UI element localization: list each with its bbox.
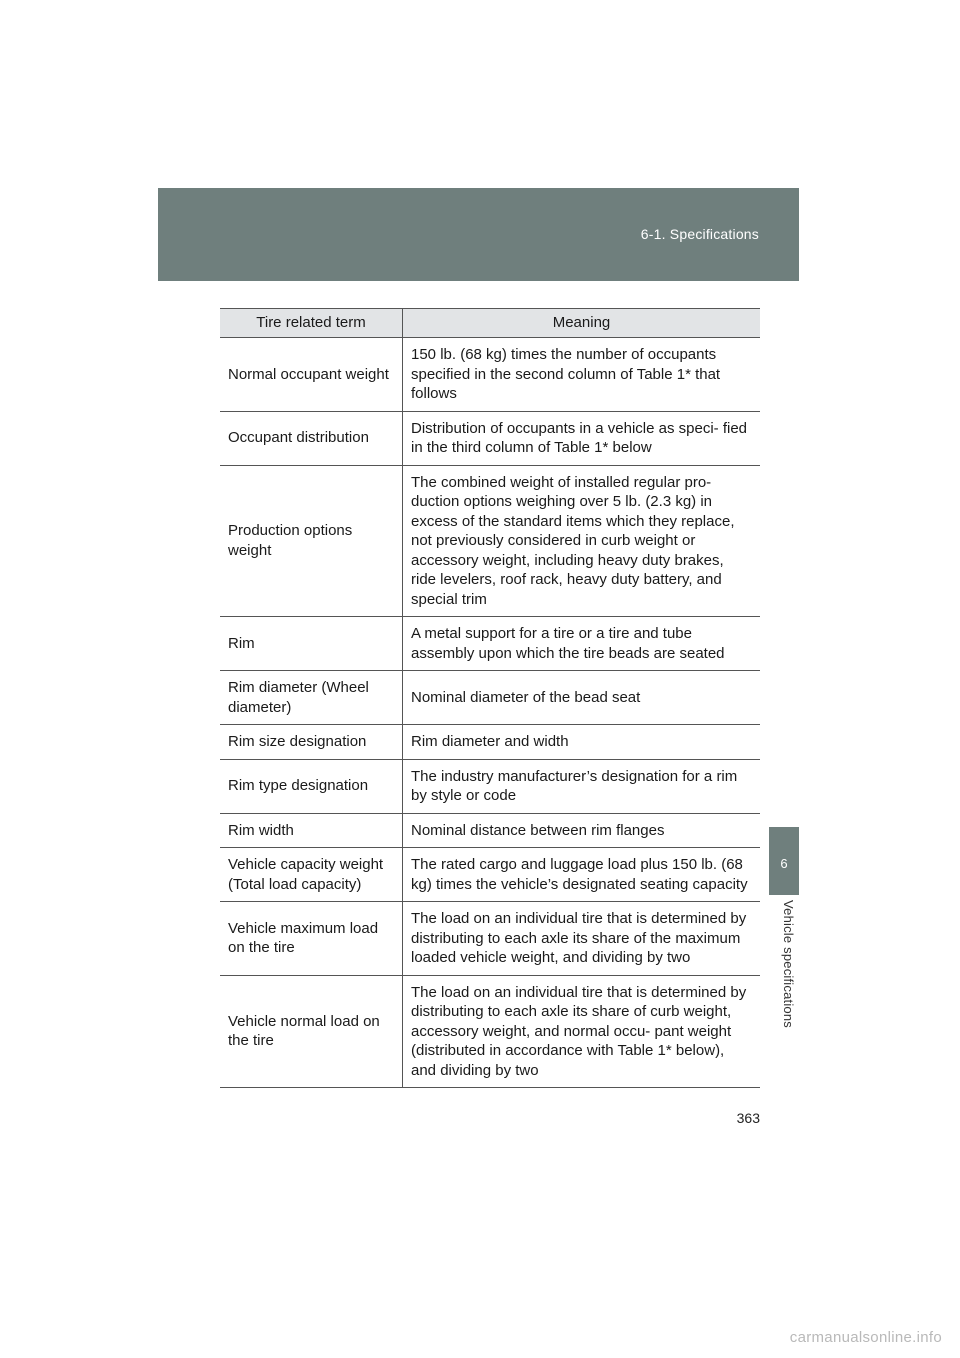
table-header-row [220,309,760,338]
term-cell: Vehicle maximum load on the tire [220,902,403,976]
table-row [220,617,760,671]
meaning-cell: Nominal distance between rim flanges [403,813,761,848]
term-cell: Normal occupant weight [220,338,403,412]
meaning-cell: 150 lb. (68 kg) times the number of occupants specified in the second column of Table 1* that follows [403,338,761,412]
table-row [220,759,760,813]
table-row [220,848,760,902]
meaning-cell: Distribution of occupants in a vehicle as speci- fied in the third column of Table 1* below [403,411,761,465]
table-row [220,338,760,412]
section-title: 6-1. Specifications [640,226,759,242]
meaning-cell: The load on an individual tire that is determined by distributing to each axle its share of curb weight, accessory weight, and normal occu- pant weight (distributed in accordance with Table 1* below), and dividing by two [403,975,761,1088]
term-cell: Vehicle capacity weight (Total load capacity) [220,848,403,902]
table-row [220,975,760,1088]
meaning-cell: Nominal diameter of the bead seat [403,671,761,725]
chapter-label: Vehicle specifications [781,900,796,1028]
chapter-number: 6 [780,856,788,871]
chapter-tab[interactable] [769,827,799,895]
page-number: 363 [736,1110,760,1126]
table-row [220,671,760,725]
table-row [220,902,760,976]
column-header-term: Tire related term [220,309,403,338]
column-header-meaning: Meaning [403,309,761,338]
term-cell: Occupant distribution [220,411,403,465]
term-cell: Rim size designation [220,725,403,760]
meaning-cell: Rim diameter and width [403,725,761,760]
watermark-text: carmanualsonline.info [789,1329,942,1346]
section-header-band [158,188,799,281]
term-cell: Rim [220,617,403,671]
meaning-cell: The rated cargo and luggage load plus 150 lb. (68 kg) times the vehicle’s designated seating capacity [403,848,761,902]
table-row [220,465,760,617]
meaning-cell: The load on an individual tire that is determined by distributing to each axle its share of the maximum loaded vehicle weight, and dividing by two [403,902,761,976]
meaning-cell: The combined weight of installed regular pro- duction options weighing over 5 lb. (2.3 kg) in excess of the standard items which they replace, not previously considered in curb weight or accessory weight, including heavy duty brakes, ride levelers, roof rack, heavy duty battery, and special trim [403,465,761,617]
tire-terms-table [220,308,760,1088]
meaning-cell: The industry manufacturer’s designation for a rim by style or code [403,759,761,813]
term-cell: Production options weight [220,465,403,617]
term-cell: Rim type designation [220,759,403,813]
meaning-cell: A metal support for a tire or a tire and tube assembly upon which the tire beads are seated [403,617,761,671]
term-cell: Rim width [220,813,403,848]
term-cell: Vehicle normal load on the tire [220,975,403,1088]
table-row [220,813,760,848]
table-row [220,411,760,465]
table-row [220,725,760,760]
term-cell: Rim diameter (Wheel diameter) [220,671,403,725]
